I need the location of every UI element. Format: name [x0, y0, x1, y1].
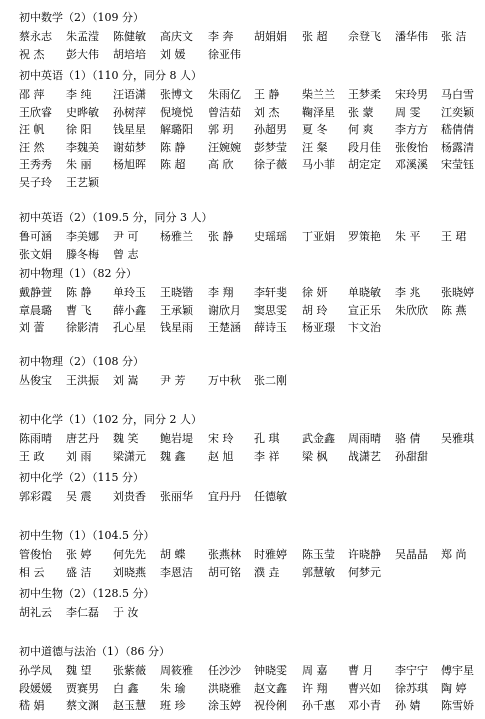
name-entry: 盛 洁	[66, 565, 92, 579]
name-entry: 李 翔	[208, 286, 234, 299]
name-entry: 潘华伟	[395, 30, 428, 43]
name-entry: 李宁宁	[395, 664, 428, 677]
name-entry: 吴晶晶	[395, 548, 428, 561]
name-entry: 马白雪	[441, 88, 474, 101]
name-entry: 彭梦莹	[254, 140, 287, 154]
name-entry: 汪婉婉	[208, 140, 241, 154]
name-entry: 王洪振	[66, 374, 99, 387]
name-entry: 宋 玲	[208, 432, 234, 445]
name-entry: 祝伶俐	[254, 699, 287, 712]
name-entry: 蔡文渊	[66, 699, 99, 712]
name-entry: 李恩洁	[160, 565, 193, 579]
name-entry: 张 婷	[66, 548, 92, 561]
name-entry: 尹 芳	[160, 374, 186, 387]
name-entry: 鞠泽星	[302, 105, 335, 119]
section-heading: 初中英语（1）（110 分，同分 8 人）	[19, 69, 202, 82]
name-entry: 吴雅琪	[441, 432, 474, 445]
name-entry: 刘 杰	[254, 105, 280, 119]
name-entry: 刘贵香	[113, 490, 146, 503]
name-entry: 汪 然	[19, 140, 45, 154]
name-entry: 曾 志	[113, 247, 139, 261]
section-heading: 初中化学（2）（115 分）	[19, 471, 144, 484]
name-entry: 徐苏琪	[395, 681, 428, 695]
name-entry: 周筱雅	[160, 664, 193, 677]
section-heading: 初中物理（1）（82 分）	[19, 267, 137, 280]
section-heading: 初中物理（2）（108 分）	[19, 355, 144, 368]
name-entry: 李美娜	[66, 230, 99, 243]
name-entry: 王艺颖	[66, 175, 99, 189]
section-heading: 初中英语（2）（109.5 分，同分 3 人）	[19, 211, 213, 224]
name-entry: 段媛媛	[19, 681, 52, 695]
name-entry: 高庆文	[160, 30, 193, 43]
name-entry: 何梦元	[348, 565, 381, 579]
name-entry: 白 鑫	[113, 681, 139, 695]
name-entry: 张二刚	[254, 374, 287, 387]
name-entry: 濮 垚	[254, 565, 280, 579]
name-entry: 陈 静	[160, 140, 186, 154]
name-entry: 郭 玥	[208, 123, 234, 136]
name-entry: 卞文治	[348, 321, 381, 334]
name-entry: 张晓婷	[441, 286, 474, 299]
name-entry: 周雨晴	[348, 432, 381, 445]
name-entry: 孔 琪	[254, 432, 280, 445]
name-entry: 胡可铭	[208, 565, 241, 579]
name-entry: 张紫薇	[113, 664, 146, 677]
name-entry: 万中秋	[208, 374, 241, 387]
name-entry: 陈雨晴	[19, 432, 52, 445]
name-entry: 胡 玲	[302, 303, 328, 317]
name-entry: 王欣睿	[19, 105, 52, 119]
name-entry: 朱雨亿	[208, 88, 241, 101]
name-entry: 张俊怡	[395, 140, 428, 154]
name-entry: 祝 杰	[19, 47, 45, 61]
name-entry: 王 政	[19, 449, 45, 463]
name-entry: 王秀秀	[19, 158, 52, 171]
name-entry: 钱星星	[113, 123, 146, 136]
section-heading: 初中生物（2）（128.5 分）	[19, 587, 155, 600]
name-entry: 王 静	[254, 88, 280, 101]
name-entry: 洪晓雅	[208, 681, 241, 695]
name-entry: 吴子玲	[19, 175, 52, 189]
name-entry: 刘 媛	[160, 47, 186, 61]
name-entry: 孙 婧	[395, 699, 421, 712]
name-entry: 孙树萍	[113, 105, 146, 119]
name-entry: 单晓敏	[348, 286, 381, 299]
name-entry: 何先先	[113, 548, 146, 561]
name-entry: 张文娟	[19, 247, 52, 261]
name-entry: 梁 枫	[302, 449, 328, 463]
name-entry: 蔡永志	[19, 30, 52, 43]
name-entry: 魏 鑫	[160, 449, 186, 463]
name-entry: 嵇 娟	[19, 699, 45, 712]
name-entry: 杨露清	[441, 140, 474, 154]
name-entry: 张 超	[302, 30, 328, 43]
name-entry: 时雅婷	[254, 548, 287, 561]
name-entry: 胡 蝶	[160, 548, 186, 561]
section-heading: 初中数学（2）（109 分）	[19, 11, 144, 24]
name-entry: 彭大伟	[66, 47, 99, 61]
name-entry: 王承颖	[160, 303, 193, 317]
name-entry: 朱欣欣	[395, 303, 428, 317]
name-entry: 李 奔	[208, 30, 234, 43]
name-entry: 解璐阳	[160, 123, 193, 136]
name-entry: 高 欣	[208, 158, 234, 171]
name-entry: 谢茹梦	[113, 140, 146, 154]
name-entry: 邵 萍	[19, 88, 45, 101]
name-entry: 汪 帆	[19, 123, 45, 136]
name-entry: 张博文	[160, 88, 193, 101]
name-entry: 曹 飞	[66, 303, 92, 317]
name-entry: 宋玲男	[395, 88, 428, 101]
name-entry: 唐艺丹	[66, 432, 99, 445]
name-entry: 胡培培	[113, 47, 146, 61]
name-entry: 赵文鑫	[254, 681, 287, 695]
name-entry: 朱 平	[395, 230, 421, 243]
name-entry: 周 雯	[395, 105, 421, 119]
name-entry: 徐影清	[66, 321, 99, 334]
name-entry: 徐 妍	[302, 286, 328, 299]
name-entry: 相 云	[19, 565, 45, 579]
name-entry: 柴兰兰	[302, 88, 335, 101]
name-entry: 陶 婷	[441, 681, 467, 695]
name-entry: 李 祥	[254, 449, 280, 463]
name-entry: 郭彩霞	[19, 490, 52, 503]
name-entry: 刘 蕾	[19, 321, 45, 334]
name-entry: 徐 阳	[66, 123, 92, 136]
name-entry: 李轩斐	[254, 286, 287, 299]
name-entry: 薛诗玉	[254, 321, 287, 334]
name-entry: 胡定定	[348, 158, 381, 171]
name-entry: 李仁磊	[66, 606, 99, 619]
name-entry: 孙学凤	[19, 664, 52, 677]
name-entry: 马小菲	[302, 158, 335, 171]
name-entry: 鲁可涵	[19, 230, 52, 243]
name-entry: 任德敏	[254, 490, 287, 503]
name-entry: 汪 粲	[302, 140, 328, 154]
name-entry: 徐亚伟	[208, 47, 241, 61]
name-entry: 张 洁	[441, 30, 467, 43]
name-entry: 钟晓雯	[254, 664, 287, 677]
name-entry: 张 蒙	[348, 105, 374, 119]
name-entry: 朱孟滢	[66, 30, 99, 43]
name-entry: 刘 嵩	[113, 374, 139, 387]
name-entry: 周 嘉	[302, 664, 328, 677]
name-entry: 段月佳	[348, 140, 381, 154]
name-entry: 丛俊宝	[19, 374, 52, 387]
name-entry: 吴 震	[66, 490, 92, 503]
name-entry: 骆 倩	[395, 432, 421, 445]
section-heading: 初中道德与法治（1）（86 分）	[19, 645, 170, 658]
section-heading: 初中生物（1）（104.5 分）	[19, 529, 155, 542]
name-entry: 胡礼云	[19, 606, 52, 619]
name-entry: 章晨璐	[19, 303, 52, 317]
name-entry: 孙千惠	[302, 699, 335, 712]
name-entry: 刘晓燕	[113, 565, 146, 579]
name-entry: 傅宇星	[441, 664, 474, 677]
name-entry: 许晓静	[348, 548, 381, 561]
name-entry: 赵玉慧	[113, 699, 146, 712]
name-entry: 陈玉莹	[302, 548, 335, 561]
name-entry: 窦思雯	[254, 303, 287, 317]
name-entry: 钱星雨	[160, 321, 193, 334]
name-entry: 涂玉婷	[208, 699, 241, 712]
name-entry: 戴静萱	[19, 286, 52, 299]
name-entry: 班 珍	[160, 699, 186, 712]
name-entry: 汪语潇	[113, 88, 146, 101]
name-entry: 谢欣月	[208, 303, 241, 317]
name-entry: 薛小鑫	[113, 303, 146, 317]
name-entry: 贾赛男	[66, 681, 99, 695]
name-entry: 滕冬梅	[66, 247, 99, 261]
name-entry: 陈 静	[66, 286, 92, 299]
name-entry: 陈 超	[160, 158, 186, 171]
name-entry: 鲍岩堤	[160, 432, 193, 445]
name-entry: 陈雪娇	[441, 699, 474, 712]
name-entry: 曹兴如	[348, 681, 381, 695]
name-entry: 夏 冬	[302, 123, 328, 136]
name-entry: 魏 望	[66, 664, 92, 677]
name-entry: 罗策艳	[348, 230, 381, 243]
name-entry: 朱 瑜	[160, 681, 186, 695]
name-entry: 杨雅兰	[160, 230, 193, 243]
name-entry: 邓溪溪	[395, 158, 428, 171]
name-entry: 许 翔	[302, 681, 328, 695]
name-entry: 张 静	[208, 230, 234, 243]
name-entry: 嵇倩倩	[441, 123, 474, 136]
name-entry: 丁亚娟	[302, 230, 335, 243]
name-entry: 战潇艺	[348, 449, 381, 463]
name-entry: 孔心星	[113, 321, 146, 334]
name-entry: 陈 燕	[441, 303, 467, 317]
name-entry: 李魏美	[66, 140, 99, 154]
name-entry: 杨旭晖	[113, 158, 146, 171]
name-entry: 王晓锴	[160, 286, 193, 299]
name-entry: 史瑶瑶	[254, 230, 287, 243]
name-entry: 佘登飞	[348, 30, 381, 43]
name-entry: 郑 尚	[441, 548, 467, 561]
name-entry: 管俊怡	[19, 548, 52, 561]
name-entry: 孙超男	[254, 123, 287, 136]
name-entry: 刘 雨	[66, 449, 92, 463]
name-entry: 李 纯	[66, 88, 92, 101]
name-entry: 曹 月	[348, 664, 374, 677]
name-entry: 杨亚璟	[302, 321, 335, 334]
name-entry: 王 珺	[441, 230, 467, 243]
name-entry: 陈健敏	[113, 30, 146, 43]
name-entry: 宋莹钰	[441, 158, 474, 171]
name-entry: 朱 丽	[66, 158, 92, 171]
name-entry: 宣正乐	[348, 303, 381, 317]
name-entry: 郭慧敏	[302, 565, 335, 579]
name-entry: 邓小青	[348, 699, 381, 712]
name-entry: 张燕林	[208, 548, 241, 561]
name-entry: 徐子薇	[254, 158, 287, 171]
name-entry: 尹 可	[113, 230, 139, 243]
name-entry: 宜丹丹	[208, 490, 241, 503]
name-entry: 魏 笑	[113, 432, 139, 445]
name-entry: 任沙沙	[208, 664, 241, 677]
name-entry: 梁潇元	[113, 449, 146, 463]
name-entry: 王梦柔	[348, 88, 381, 101]
name-entry: 李方方	[395, 123, 428, 136]
name-entry: 胡娟娟	[254, 30, 287, 43]
name-entry: 李 兆	[395, 286, 421, 299]
name-entry: 史晔敏	[66, 105, 99, 119]
name-entry: 武金鑫	[302, 432, 335, 445]
name-entry: 于 汝	[113, 606, 139, 619]
name-entry: 赵 旭	[208, 449, 234, 463]
name-entry: 江奕颖	[441, 105, 474, 119]
name-entry: 何 爽	[348, 123, 374, 136]
section-heading: 初中化学（1）（102 分，同分 2 人）	[19, 413, 202, 426]
name-entry: 曾洁茹	[208, 105, 241, 119]
name-entry: 王楚涵	[208, 321, 241, 334]
name-entry: 孙甜甜	[395, 449, 428, 463]
name-entry: 单玲玉	[113, 286, 146, 299]
name-entry: 张丽华	[160, 490, 193, 503]
name-entry: 倪境悦	[160, 105, 193, 119]
